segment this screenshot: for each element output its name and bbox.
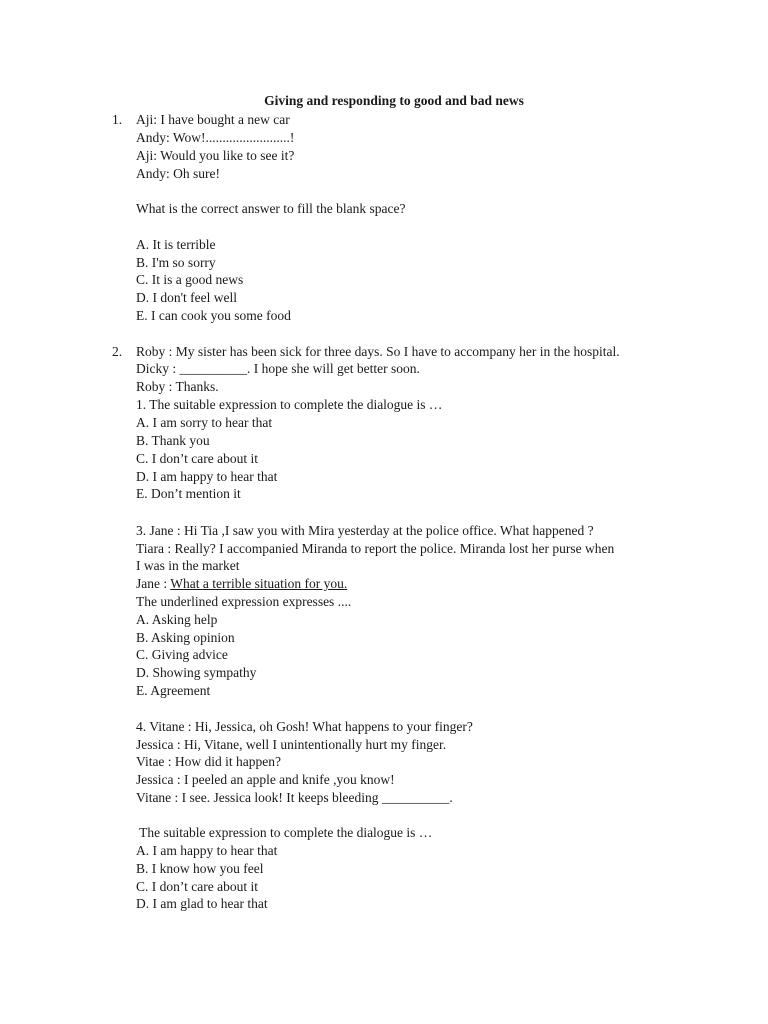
q3-option: E. Agreement — [136, 683, 211, 698]
q3-option: D. Showing sympathy — [136, 665, 257, 680]
q1-option: D. I don't feel well — [136, 290, 238, 305]
q4-dialogue-line: Vitane : I see. Jessica look! It keeps bleeding __________. — [136, 790, 453, 805]
q4-option: D. I am glad to hear that — [136, 896, 268, 911]
q4-option: A. I am happy to hear that — [136, 843, 278, 858]
q4-dialogue-line: 4. Vitane : Hi, Jessica, oh Gosh! What happens to your finger? — [136, 719, 473, 734]
q3-dialogue-line: I was in the market — [136, 558, 240, 573]
q4-option: B. I know how you feel — [136, 861, 264, 876]
q1-dialogue-line: Andy: Wow!.........................! — [136, 130, 295, 145]
q2-dialogue-line: Roby : Thanks. — [136, 379, 219, 394]
q3-underlined-expression: What a terrible situation for you. — [170, 576, 348, 591]
q3-jane-line — [136, 575, 347, 593]
q4-dialogue-line: Vitae : How did it happen? — [136, 754, 282, 769]
q3-dialogue-line: Tiara : Really? I accompanied Miranda to report the police. Miranda lost her purse when — [136, 541, 615, 556]
q2-number: 2. — [112, 344, 123, 359]
q4-question: The suitable expression to complete the dialogue is … — [136, 825, 433, 840]
q1-number: 1. — [112, 112, 123, 127]
q2-dialogue-line: Dicky : __________. I hope she will get better soon. — [136, 361, 420, 376]
q3-option: C. Giving advice — [136, 647, 228, 662]
q4-option: C. I don’t care about it — [136, 879, 258, 894]
q1-dialogue-line: Aji: I have bought a new car — [136, 112, 290, 127]
q2-option: D. I am happy to hear that — [136, 469, 278, 484]
q2-option: C. I don’t care about it — [136, 451, 258, 466]
q4-dialogue-line: Jessica : Hi, Vitane, well I unintentionally hurt my finger. — [136, 737, 447, 752]
q4-dialogue-line: Jessica : I peeled an apple and knife ,you know! — [136, 772, 395, 787]
q1-question: What is the correct answer to fill the blank space? — [136, 201, 406, 216]
document-title: Giving and responding to good and bad news — [264, 93, 524, 108]
q2-option: A. I am sorry to hear that — [136, 415, 273, 430]
q2-option: E. Don’t mention it — [136, 486, 241, 501]
q3-jane-prefix: Jane : — [136, 576, 171, 591]
q1-option: B. I'm so sorry — [136, 255, 216, 270]
q3-option: B. Asking opinion — [136, 630, 235, 645]
q2-question: 1. The suitable expression to complete the dialogue is … — [136, 397, 443, 412]
q1-option: A. It is terrible — [136, 237, 216, 252]
q1-option: E. I can cook you some food — [136, 308, 291, 323]
q2-dialogue-line: Roby : My sister has been sick for three days. So I have to accompany her in the hospital. — [136, 344, 620, 359]
q1-option: C. It is a good news — [136, 272, 244, 287]
q1-dialogue-line: Aji: Would you like to see it? — [136, 148, 295, 163]
q3-question: The underlined expression expresses .... — [136, 594, 352, 609]
q2-option: B. Thank you — [136, 433, 210, 448]
q3-option: A. Asking help — [136, 612, 218, 627]
q3-dialogue-line: 3. Jane : Hi Tia ,I saw you with Mira yesterday at the police office. What happened ? — [136, 523, 594, 538]
q1-dialogue-line: Andy: Oh sure! — [136, 166, 220, 181]
